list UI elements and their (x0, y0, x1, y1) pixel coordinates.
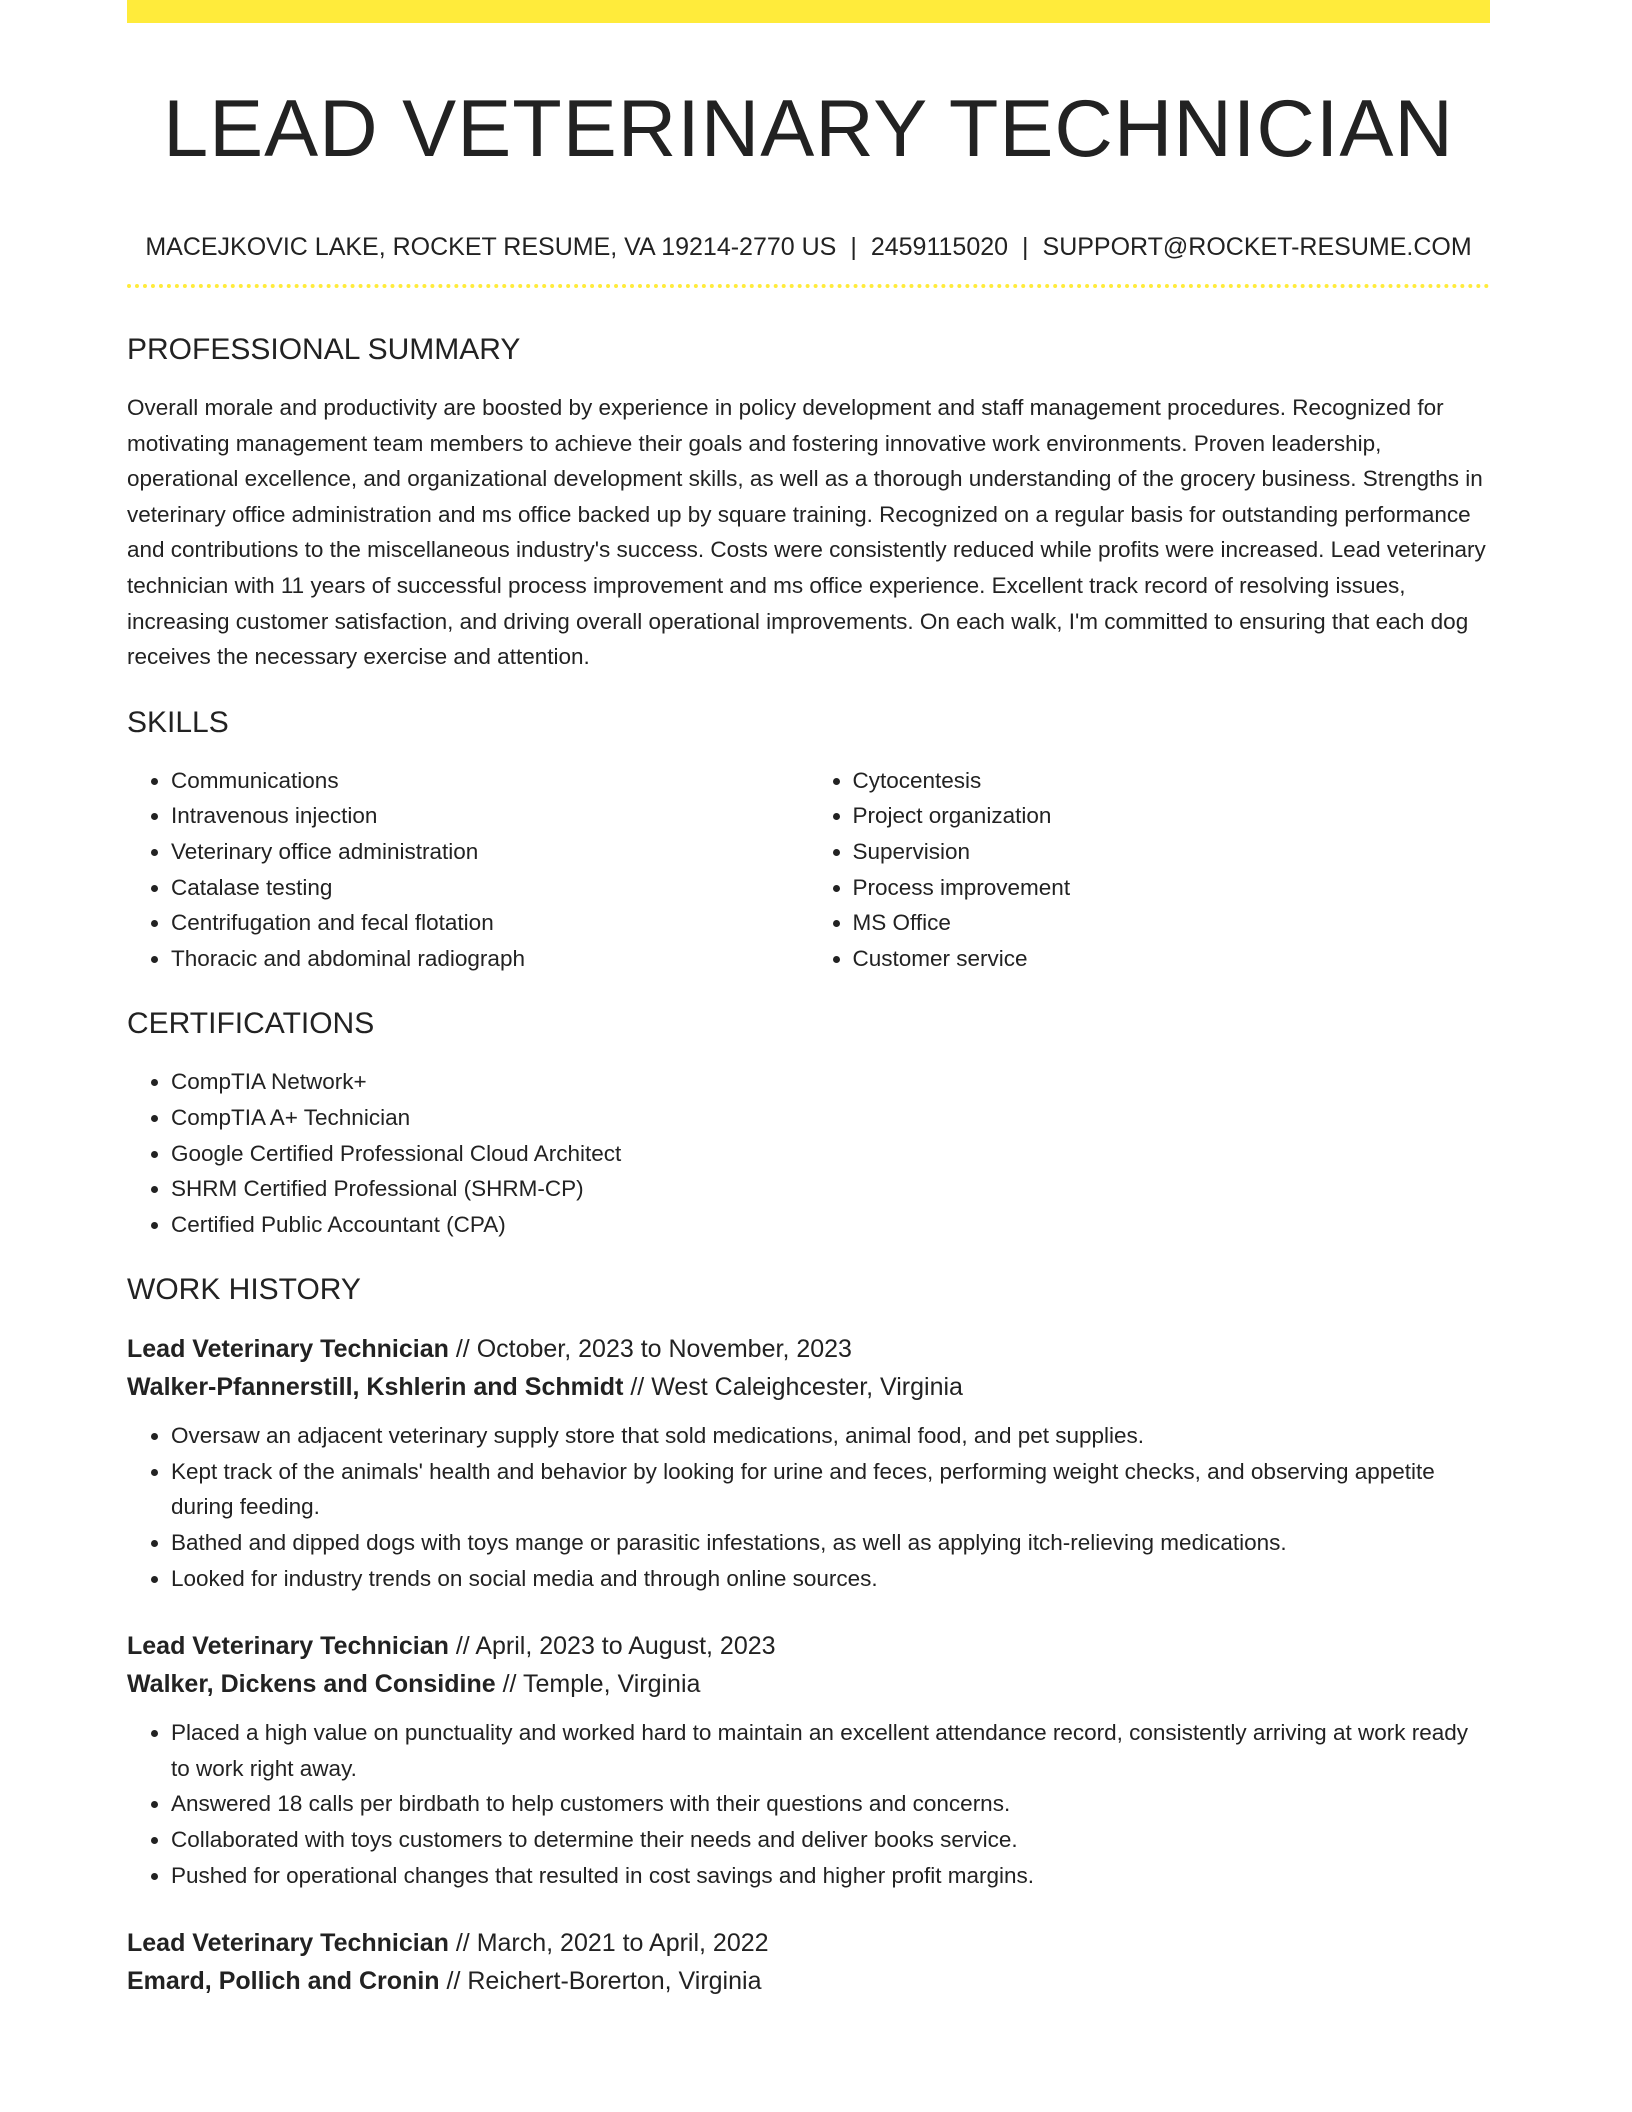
contact-email: SUPPORT@ROCKET-RESUME.COM (1042, 233, 1472, 261)
job-divider: // (455, 1632, 470, 1661)
job-entry (127, 1330, 1490, 1596)
job-dates: October, 2023 to November, 2023 (476, 1335, 852, 1364)
job-company: Emard, Pollich and Cronin (127, 1967, 440, 1996)
job-title: Lead Veterinary Technician (127, 1335, 449, 1364)
job-dates: March, 2021 to April, 2022 (476, 1929, 769, 1958)
work-history-section (127, 1272, 1490, 2000)
job-company: Walker, Dickens and Considine (127, 1670, 496, 1699)
skill-item: • Supervision (853, 834, 1491, 870)
contact-separator: | (1022, 233, 1029, 261)
skill-item: • Catalase testing (171, 870, 809, 906)
job-dates: April, 2023 to August, 2023 (475, 1632, 776, 1661)
skill-item: • Communications (171, 763, 809, 799)
certification-item: • CompTIA Network+ (171, 1064, 1490, 1100)
skill-item: • Veterinary office administration (171, 834, 809, 870)
job-title: Lead Veterinary Technician (127, 1632, 449, 1661)
job-title-line (127, 1924, 1490, 1962)
work-history-heading: WORK HISTORY (127, 1273, 361, 1307)
job-company-line (127, 1368, 1490, 1406)
skills-list-left (127, 763, 809, 977)
job-company-line (127, 1962, 1490, 2000)
job-title: Lead Veterinary Technician (127, 1929, 449, 1958)
skills-heading: SKILLS (127, 705, 229, 739)
job-bullet: • Pushed for operational changes that resulted in cost savings and higher profit margins. (171, 1858, 1490, 1894)
certifications-section (127, 1006, 1490, 1242)
contact-line (127, 231, 1490, 263)
job-divider: // (502, 1670, 517, 1699)
job-bullet: • Bathed and dipped dogs with toys mange or parasitic infestations, as well as applying itch-relieving medications. (171, 1525, 1490, 1561)
job-company: Walker-Pfannerstill, Kshlerin and Schmidt (127, 1373, 624, 1402)
certification-item: • SHRM Certified Professional (SHRM-CP) (171, 1171, 1490, 1207)
skill-item: • Centrifugation and fecal flotation (171, 905, 809, 941)
certification-item: • Certified Public Accountant (CPA) (171, 1207, 1490, 1243)
job-bullet: • Answered 18 calls per birdbath to help customers with their questions and concerns. (171, 1786, 1490, 1822)
job-title-line (127, 1627, 1490, 1665)
dotted-divider (127, 284, 1490, 288)
skills-columns (127, 763, 1490, 977)
job-bullet: • Looked for industry trends on social media and through online sources. (171, 1561, 1490, 1597)
skill-item: • Project organization (853, 798, 1491, 834)
summary-heading: PROFESSIONAL SUMMARY (127, 333, 521, 366)
job-entry (127, 1924, 1490, 2000)
contact-phone: 2459115020 (870, 233, 1009, 261)
job-bullet: • Oversaw an adjacent veterinary supply store that sold medications, animal food, and pet supplies. (171, 1418, 1490, 1454)
job-bullet: • Kept track of the animals' health and behavior by looking for urine and feces, performing weight checks, and observing appetite during feeding. (171, 1454, 1490, 1525)
resume-content (127, 0, 1490, 2000)
contact-separator: | (850, 233, 857, 261)
skill-item: • Thoracic and abdominal radiograph (171, 941, 809, 977)
job-divider: // (455, 1335, 470, 1364)
skill-item: • Process improvement (853, 870, 1491, 906)
skill-item: • Intravenous injection (171, 798, 809, 834)
contact-address: MACEJKOVIC LAKE, ROCKET RESUME, VA 19214-2770 US (145, 233, 837, 261)
certification-item: • CompTIA A+ Technician (171, 1100, 1490, 1136)
job-bullets (127, 1715, 1490, 1893)
resume-title: LEAD VETERINARY TECHNICIAN (163, 84, 1454, 174)
job-bullet: • Collaborated with toys customers to determine their needs and deliver books service. (171, 1822, 1490, 1858)
job-entry (127, 1627, 1490, 1893)
job-divider: // (446, 1967, 461, 1996)
skills-list-right (809, 763, 1491, 977)
skill-item: • Customer service (853, 941, 1491, 977)
job-location: West Caleighcester, Virginia (651, 1373, 963, 1402)
job-location: Temple, Virginia (523, 1670, 701, 1699)
certifications-list (127, 1064, 1490, 1242)
job-divider: // (455, 1929, 470, 1958)
certification-item: • Google Certified Professional Cloud Architect (171, 1136, 1490, 1172)
certifications-heading: CERTIFICATIONS (127, 1007, 375, 1041)
job-divider: // (630, 1373, 645, 1402)
job-title-line (127, 1330, 1490, 1368)
job-bullets (127, 1418, 1490, 1596)
job-company-line (127, 1665, 1490, 1703)
skills-section (127, 705, 1490, 977)
skill-item: • MS Office (853, 905, 1491, 941)
skill-item: • Cytocentesis (853, 763, 1491, 799)
summary-text: Overall morale and productivity are boosted by experience in policy development and staff management procedures. Recognized for motivating management team members to achieve their goals and fostering innovative work environments. Proven leadership, operational excellence, and organizational development skills, as well as a thorough understanding of the grocery business. Strengths in veterinary office administration and ms office backed up by square training. Recognized on a regular basis for outstanding performance and contributions to the miscellaneous industry's success. Costs were consistently reduced while profits were increased. Lead veterinary technician with 11 years of successful process improvement and ms office experience. Excellent track record of resolving issues, increasing customer satisfaction, and driving overall operational improvements. On each walk, I'm committed to ensuring that each dog receives the necessary exercise and attention. (127, 395, 1486, 670)
job-location: Reichert-Borerton, Virginia (467, 1967, 762, 1996)
job-bullet: • Placed a high value on punctuality and worked hard to maintain an excellent attendance record, consistently arriving at work ready to work right away. (171, 1715, 1490, 1786)
